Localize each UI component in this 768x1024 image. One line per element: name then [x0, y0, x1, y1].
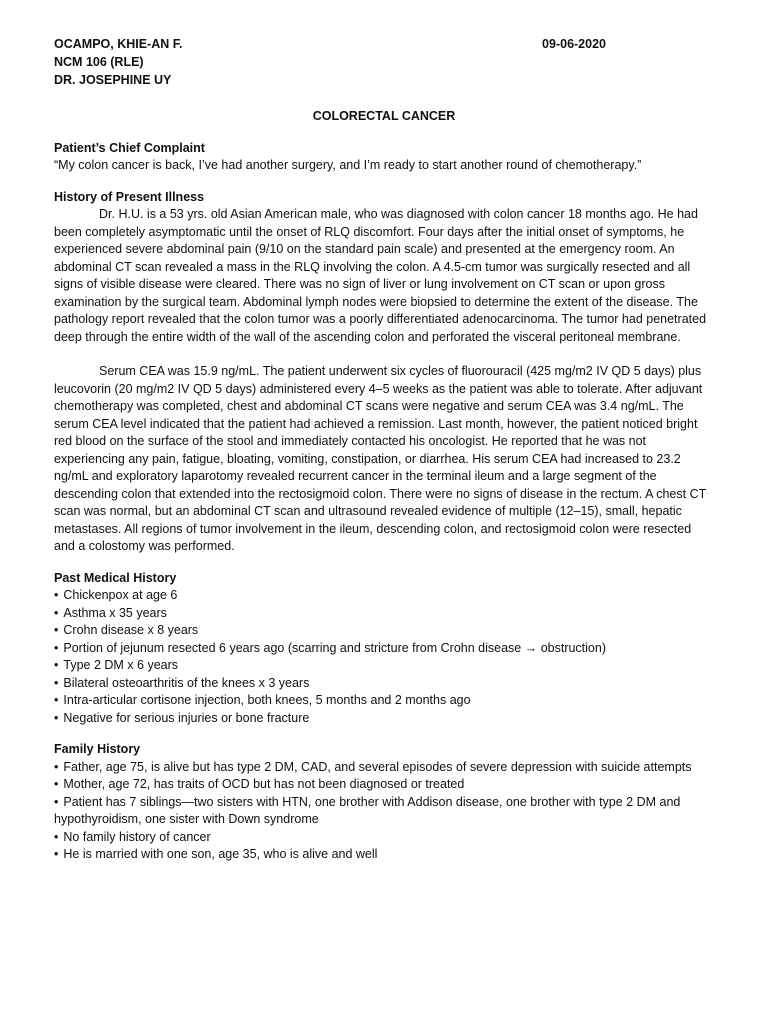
chief-complaint-text: “My colon cancer is back, I’ve had another surgery, and I’m ready to start another round of chemotherapy.” — [54, 158, 642, 172]
list-item: • Mother, age 72, has traits of OCD but has not been diagnosed or treated — [54, 776, 714, 794]
fh-heading: Family History — [54, 742, 141, 756]
document-title: COLORECTAL CANCER — [312, 109, 456, 123]
pmh-list — [54, 587, 714, 727]
list-item: • He is married with one son, age 35, who is alive and well — [54, 846, 714, 864]
list-item: • Crohn disease x 8 years — [54, 622, 714, 640]
pmh-heading: Past Medical History — [54, 570, 177, 585]
list-item: • Intra-articular cortisone injection, both knees, 5 months and 2 months ago — [54, 692, 714, 710]
hpi-paragraph-1: Dr. H.U. is a 53 yrs. old Asian American male, who was diagnosed with colon cancer 18 months ago. He had been completely asymptomatic until the onset of RLQ discomfort. Four days after the initial onset of symptoms, he experienced severe abdominal pain (9/10 on the standard pain scale) and presented at the emergency room. An abdominal CT scan revealed a mass in the RLQ involving the colon. A 4.5-cm tumor was surgically resected and all signs of visible disease were cleared. There was no sign of liver or lung involvement on CT scan or upon gross examination by the surgical team. Abdominal lymph nodes were biopsied to determine the extent of the disease. The pathology report revealed that the colon tumor was a poorly differentiated adenocarcinoma. The tumor had penetrated deep through the entire width of the wall of the ascending colon and perforated the visceral peritoneal membrane. — [54, 207, 707, 344]
instructor-name: DR. JOSEPHINE UY — [54, 73, 172, 87]
document-date: 09-06-2020 — [542, 37, 606, 51]
list-item: • Portion of jejunum resected 6 years ago (scarring and stricture from Crohn disease → obstruction) — [54, 640, 714, 658]
student-name: OCAMPO, KHIE-AN F. — [54, 37, 183, 51]
list-item: • Patient has 7 siblings—two sisters with HTN, one brother with Addison disease, one brother with type 2 DM and hypothyroidism, one sister with Down syndrome — [54, 794, 714, 829]
hpi-heading: History of Present Illness — [54, 189, 205, 204]
document-header — [54, 36, 714, 90]
list-item: • Chickenpox at age 6 — [54, 587, 714, 605]
list-item: • Type 2 DM x 6 years — [54, 657, 714, 675]
hpi-paragraph-2: Serum CEA was 15.9 ng/mL. The patient underwent six cycles of fluorouracil (425 mg/m2 IV QD 5 days) plus leucovorin (20 mg/m2 IV QD 5 days) administered every 4–5 weeks as the patient was able to tolerate. After adjuvant chemotherapy was completed, chest and abdominal CT scans were negative and serum CEA was 3.4 ng/mL. The serum CEA level indicated that the patient had achieved a remission. Last month, however, the patient noticed bright red blood on the surface of the stool and immediately contacted his oncologist. He reported that he was not experiencing any pain, fatigue, bloating, vomiting, constipation, or diarrhea. His serum CEA had increased to 23.2 ng/mL and exploratory laparotomy revealed recurrent cancer in the terminal ileum and a large segment of the descending colon that extended into the rectosigmoid colon. There were no signs of disease in the rectum. A chest CT scan was normal, but an abdominal CT scan and ultrasound revealed evidence of multiple (12–15), small, hepatic metastases. All regions of tumor involvement in the ileum, descending colon, and rectosigmoid colon were resected and a colostomy was performed. — [54, 364, 707, 553]
paragraph-gap — [54, 346, 714, 363]
course-code: NCM 106 (RLE) — [54, 55, 144, 69]
list-item: • Asthma x 35 years — [54, 605, 714, 623]
fh-list — [54, 759, 714, 864]
list-item: • Negative for serious injuries or bone fracture — [54, 710, 714, 728]
chief-complaint-heading: Patient’s Chief Complaint — [54, 140, 205, 155]
list-item: • Father, age 75, is alive but has type 2 DM, CAD, and several episodes of severe depression with suicide attempts — [54, 759, 714, 777]
list-item: • No family history of cancer — [54, 829, 714, 847]
list-item: • Bilateral osteoarthritis of the knees x 3 years — [54, 675, 714, 693]
